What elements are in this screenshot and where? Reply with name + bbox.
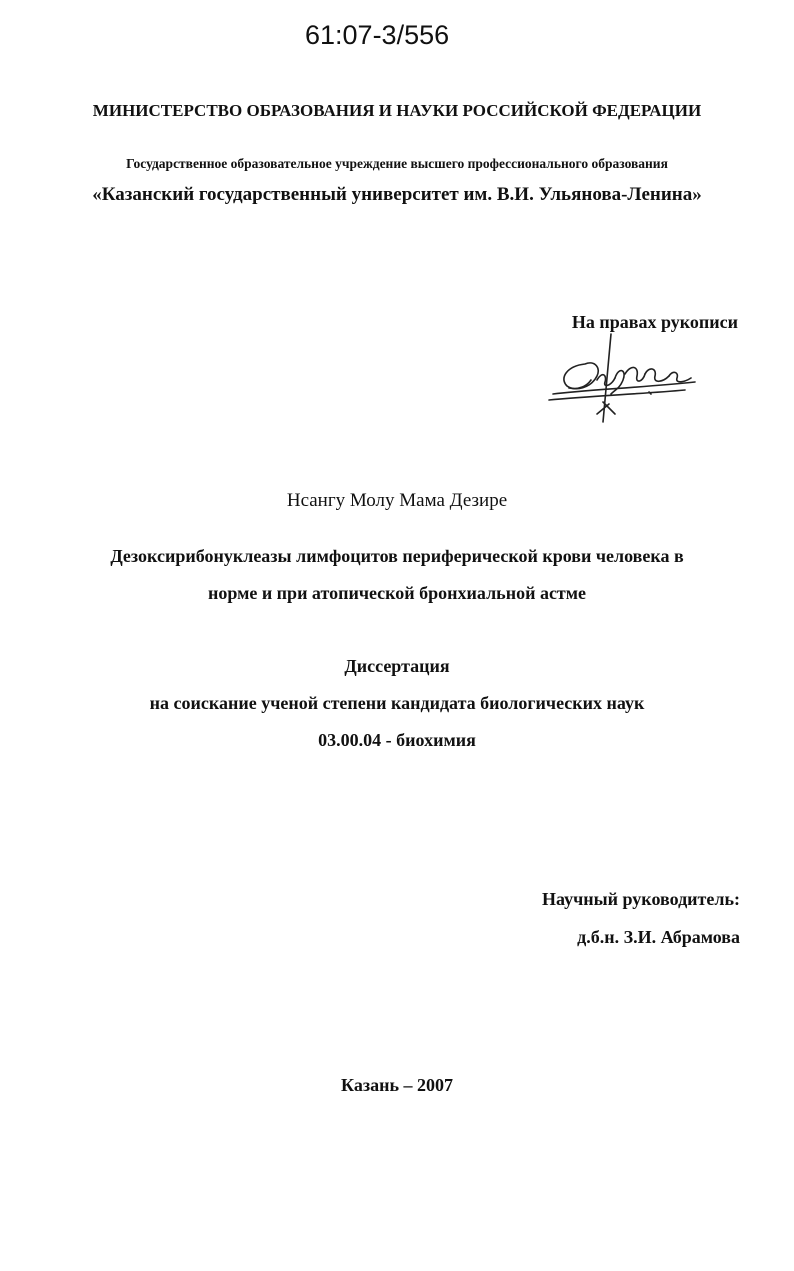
university-name: «Казанский государственный университет им. В.И. Ульянова-Ленина» [92, 184, 702, 205]
supervisor-label: Научный руководитель: [542, 889, 740, 909]
dissertation-title-line-2: норме и при атопической бронхиальной астме [207, 583, 587, 603]
manuscript-rights-notice: На правах рукописи [571, 312, 738, 332]
dissertation-title-line-1: Дезоксирибонуклеазы лимфоцитов периферической крови человека в [110, 546, 684, 566]
degree-description: на соискание ученой степени кандидата биологических наук [149, 693, 645, 713]
author-name: Нсангу Молу Мама Дезире [286, 490, 508, 511]
document-type: Диссертация [344, 656, 450, 676]
city-and-year: Казань – 2007 [341, 1075, 453, 1095]
archive-code-stamp: 61:07-3/556 [305, 20, 450, 50]
specialty-code: 03.00.04 - биохимия [318, 730, 476, 750]
handwritten-signature-icon [545, 330, 705, 430]
ministry-name: МИНИСТЕРСТВО ОБРАЗОВАНИЯ И НАУКИ РОССИЙСКОЙ ФЕДЕРАЦИИ [92, 101, 702, 120]
supervisor-name: д.б.н. З.И. Абрамова [577, 927, 740, 947]
institution-type: Государственное образовательное учреждение высшего профессионального образования [126, 156, 668, 171]
